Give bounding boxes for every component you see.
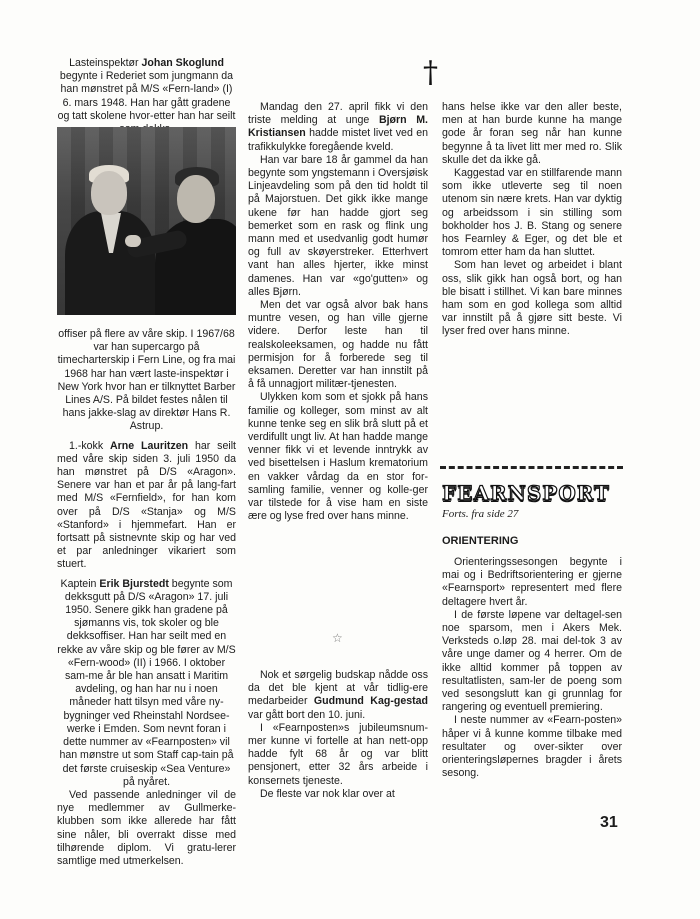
- text-span: Lasteinspektør: [69, 57, 142, 69]
- cross-icon: †: [423, 55, 438, 90]
- skoglund-intro: [57, 57, 236, 136]
- person-name: Erik Bjurstedt: [99, 577, 169, 590]
- paragraph: I «Fearnposten»s jubileumsnum-mer kunne vi fortelle at han nett-opp hadde fylt 68 år og var blitt pensjonert, etter 32 års arbeide i konsernets tjeneste.: [248, 721, 428, 787]
- award-photo: [57, 127, 236, 315]
- paragraph: I de første løpene var deltagel-sen noe sparsom, men i Akers Mek. Verksteds o.løp 28. mai del-tok 3 av våre unge damer og 4 herrer. Om de ikke alltid kommer på toppen av resultatlisten, sam-ler de poeng som ved sesongslutt kan gi grunnlag for rangering og eventuell premiering.: [442, 608, 622, 714]
- text-span: har seilt med våre skip siden 3. juli 1950 da han mønstret på D/S «Aragon». Senere var han et par år på lang-fart med M/S «Fernfield», for han kom over på D/S «Stanja» og M/S «Stanford» i hjemmefart. Han er fortsatt på sistnevnte skip og har ved et par anledninger vikariert som stuert.: [57, 439, 236, 571]
- column-1-continued: [57, 328, 236, 868]
- paragraph: hans helse ikke var den aller beste, men at han burde kunne ha mange gode år foran seg når han kunne begynne å ta livet litt mer med ro. Slik skulle det da ikke gå.: [442, 101, 622, 166]
- column-1: [57, 57, 236, 136]
- section-divider: [440, 466, 623, 469]
- paragraph: De fleste var nok klar over at: [260, 787, 395, 800]
- column-3-sport: [442, 556, 622, 780]
- paragraph: Ulykken kom som et sjokk på hans familie og kolleger, som minst av alt kunne tenke seg en slik brå slutt på et verdifullt ungt liv. At han hadde mange venner fikk vi et levende inntrykk av ved bisettelsen i Haslum krematorium en vakker vårdag da en stor for-samling familie, venner og kolle-ger var tilstede for å vise ham en siste ære og lyse fred over hans minne.: [248, 391, 428, 523]
- text-span: var gått bort den 10. juni.: [248, 708, 366, 721]
- paragraph: Som han levet og arbeidet i blant oss, slik gikk han også bort, og han ble bisatt i stillhet. Vi kan bare minnes ham som en god kollega som alltid var innstilt på å gjøre sitt beste. Vi lyser fred over hans minne.: [442, 259, 622, 338]
- closing-paragraph: Ved passende anledninger vil de nye medlemmer av Gullmerke-klubben som ikke allerede har fått sine nåler, bli overrakt disse med tilhørende diplom. Vi gratu-lerer samtlige med utmerkelsen.: [57, 788, 236, 867]
- text-span: Mandag den 27. april fikk vi den triste melding at unge: [248, 101, 428, 127]
- orientering-heading: ORIENTERING: [442, 535, 519, 547]
- kristiansen-intro: [248, 101, 428, 154]
- text-span: begynte i Rederiet som jungmann da han mønstret på M/S «Fern-land» (I) 6. mars 1948. Han har gått gradene og tatt skolene hvor-etter han har seilt: [57, 70, 236, 122]
- paragraph: Orienteringssesongen begynte i mai og i Bedriftsorientering er gjerne «Fearnsport» representert med flere deltagere hvert år.: [442, 556, 622, 608]
- fearnsport-heading: FEARNSPORT: [442, 481, 610, 505]
- continued-note: Forts. fra side 27: [442, 508, 519, 520]
- column-3: [442, 101, 622, 339]
- text-span: begynte som dekksgutt på D/S «Aragon» 17. juli 1950. Senere gikk han gradene på sjømanns vis, tok skoler og ble dekksoffiser. Han har seilt med en rekke av våre skip og ble fører av M/S «Fern-wood» (II) i 1966. I oktober sam-me år ble han ansatt i Maritim avdeling, og han har nu i noen måneder hatt tilsyn med våre ny-bygninger ved Rheinstahl Nordsee-werke i Emden. Som nevnt foran i dette nummer av «Fearnposten» vil han mønstre ut som Staff cap-tain på det første cruiseskip «Sea Venture» på nyåret.: [57, 577, 236, 788]
- paragraph: I neste nummer av «Fearn-posten» håper vi å kunne komme tilbake med resultater og over-sikter over orienteringsløpernes bragder i årets sesong.: [442, 714, 622, 780]
- text-span: hadde mistet livet ved en trafikkulykke foregående kveld.: [248, 127, 428, 153]
- text-span: 1.-kokk: [69, 439, 111, 452]
- person-name: Bjørn M. Kristiansen: [248, 114, 429, 140]
- lauritzen-paragraph: [57, 440, 236, 572]
- bjurstedt-paragraph: [57, 578, 236, 789]
- text-span: Nok et sørgelig budskap nådde oss da det ble kjent at vår tidlig-ere medarbeider: [248, 669, 428, 708]
- person-name: Gudmund Kag-gestad: [313, 695, 428, 708]
- column-2-lower: [248, 669, 428, 801]
- column-2: [248, 101, 428, 524]
- person-name: Johan Skoglund: [141, 57, 224, 69]
- paragraph: Kaggestad var en stillfarende mann som ikke utleverte seg til noen utenom sin nære krets. Han var dyktig og arbeidssom i sin stilling som bokholder hos J. B. Stang og senere hos Fearnley & Eger, og det ble et tomrom etter ham da han sluttet.: [442, 167, 622, 259]
- star-icon: ☆: [332, 631, 343, 645]
- skoglund-caption: offiser på flere av våre skip. I 1967/68 var han supercargo på timecharterskip i Fern Line, og fra mai 1968 har han vært laste-inspektør i New York hvor han er tilknyttet Barber Lines A/S. På bildet festes nålen til hans jakke-slag av direktør Hans R. Astrup.: [57, 328, 236, 433]
- kaggestad-intro: [248, 669, 428, 722]
- page-number: 31: [600, 814, 618, 831]
- person-name: Arne Lauritzen: [110, 439, 189, 452]
- text-span: Kaptein: [60, 577, 100, 590]
- paragraph: Men det var også alvor bak hans muntre vesen, og han ville gjerne videre. Derfor leste han til realskoleeksamen, og hadde nu fått permisjon for å forberede seg til eksamen. Deretter var han innstilt på å få unnagjort militær-tjenesten.: [248, 299, 428, 391]
- paragraph: Han var bare 18 år gammel da han begynte som yngstemann i Oversjøisk Linjeavdeling som på den tid holdt til på Majorstuen. Det gikk ikke mange ukene før han hadde gjort seg bemerket som en rask og flink ung mann med et usedvanlig godt humør og full av skøyerstreker. Etterhvert vant han alles hjerter, ikke minst damenes. Han var «go'gutten» og alles Bjørn.: [248, 153, 428, 298]
